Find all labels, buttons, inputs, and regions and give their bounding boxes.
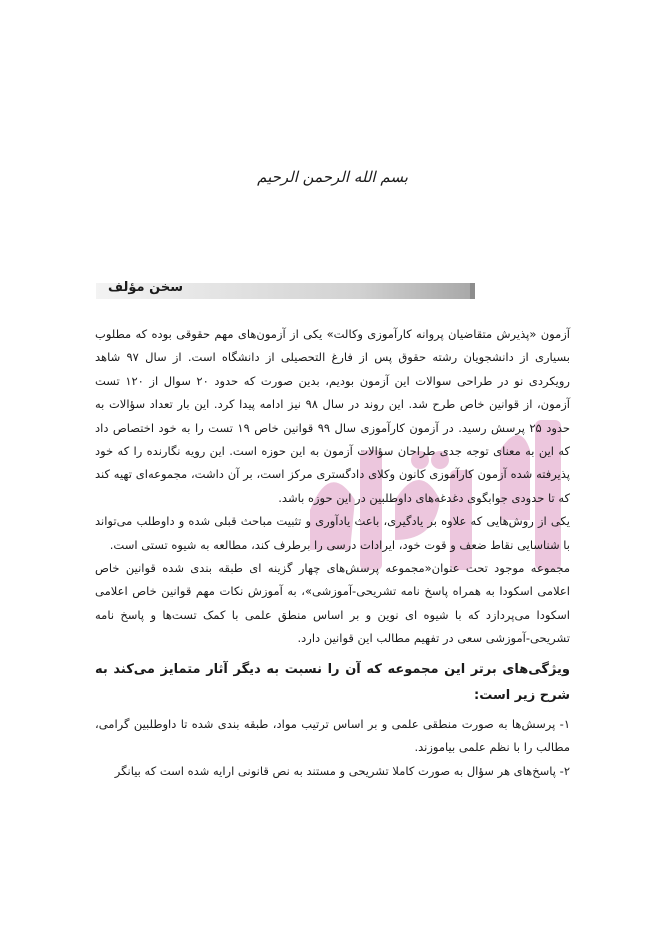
section-title: سخن مؤلف [108, 280, 183, 295]
intro-paragraph: آزمون «پذیرش متقاضیان پروانه کارآموزی وکالت» یکی از آزمون‌های مهم حقوقی بوده که مطلوب بسیاری از دانشجویان رشته حقوق پس از فارغ التحصیلی از دانشگاه است. از سال ۹۷ شاهد رویکردی نو در طراحی سوالات این آزمون بودیم، بدین صورت که حدود ۲۰ سوال از ۱۲۰ تست آزمون، از قوانین خاص طرح شد. این روند در سال ۹۸ نیز ادامه پیدا کرد. این بار تعداد سؤالات به حدود ۲۵ پرسش رسید. در آزمون کارآموزی سال ۹۹ قوانین خاص ۱۹ تست را به خود اختصاص داد که این به معنای توجه جدی طراحان سؤالات آزمون به این حوزه است. این رویه نگارنده را که خود پذیرفته شده آزمون کارآموزی کانون وکلای دادگستری مرکز است، بر آن داشت، مجموعه‌ای تهیه کند که تا حدودی جوابگوی دغدغه‌های داوطلبین در این حوزه باشد. [95, 327, 571, 505]
bismillah-heading: بسم الله الرحمن الرحیم [257, 168, 408, 186]
collection-description-paragraph: مجموعه موجود تحت عنوان«مجموعه پرسش‌های چهار گزینه ای طبقه بندی شده قوانین خاص اعلامی اسکودا به همراه پاسخ نامه تشریحی-آموزشی»، به آموزش نکات مهم قوانین خاص اعلامی اسکودا می‌پردازد که با شیوه ای نوین و بر اساس منطق علمی با کمک تست‌ها و پاسخ نامه تشریحی-آموزشی سعی در تفهیم مطالب این قوانین دارد. [95, 561, 570, 646]
feature-item-2: ۲- پاسخ‌های هر سؤال به صورت کاملا تشریحی و مستند به نص قانونی ارایه شده است که بیانگر [114, 763, 570, 778]
study-method-paragraph: یکی از روش‌هایی که علاوه بر یادگیری، باعث یادآوری و تثبیت مباحث قبلی شده و داوطلب می‌تواند با شناسایی نقاط ضعف و قوت خود، ایرادات درسی را برطرف کند، مطالعه به شیوه تستی است. [95, 514, 570, 552]
body-text [95, 323, 570, 783]
features-heading: ویژگی‌های برتر این مجموعه که آن را نسبت به دیگر آثار متمایز می‌کند به شرح زیر است: [95, 661, 570, 703]
section-bar-marker [470, 283, 475, 299]
feature-item-1: ۱- پرسش‌ها به صورت منطقی علمی و بر اساس ترتیب مواد، طبقه بندی شده تا داوطلبین گرامی، مطالب را با نظم علمی بیاموزند. [95, 716, 570, 755]
